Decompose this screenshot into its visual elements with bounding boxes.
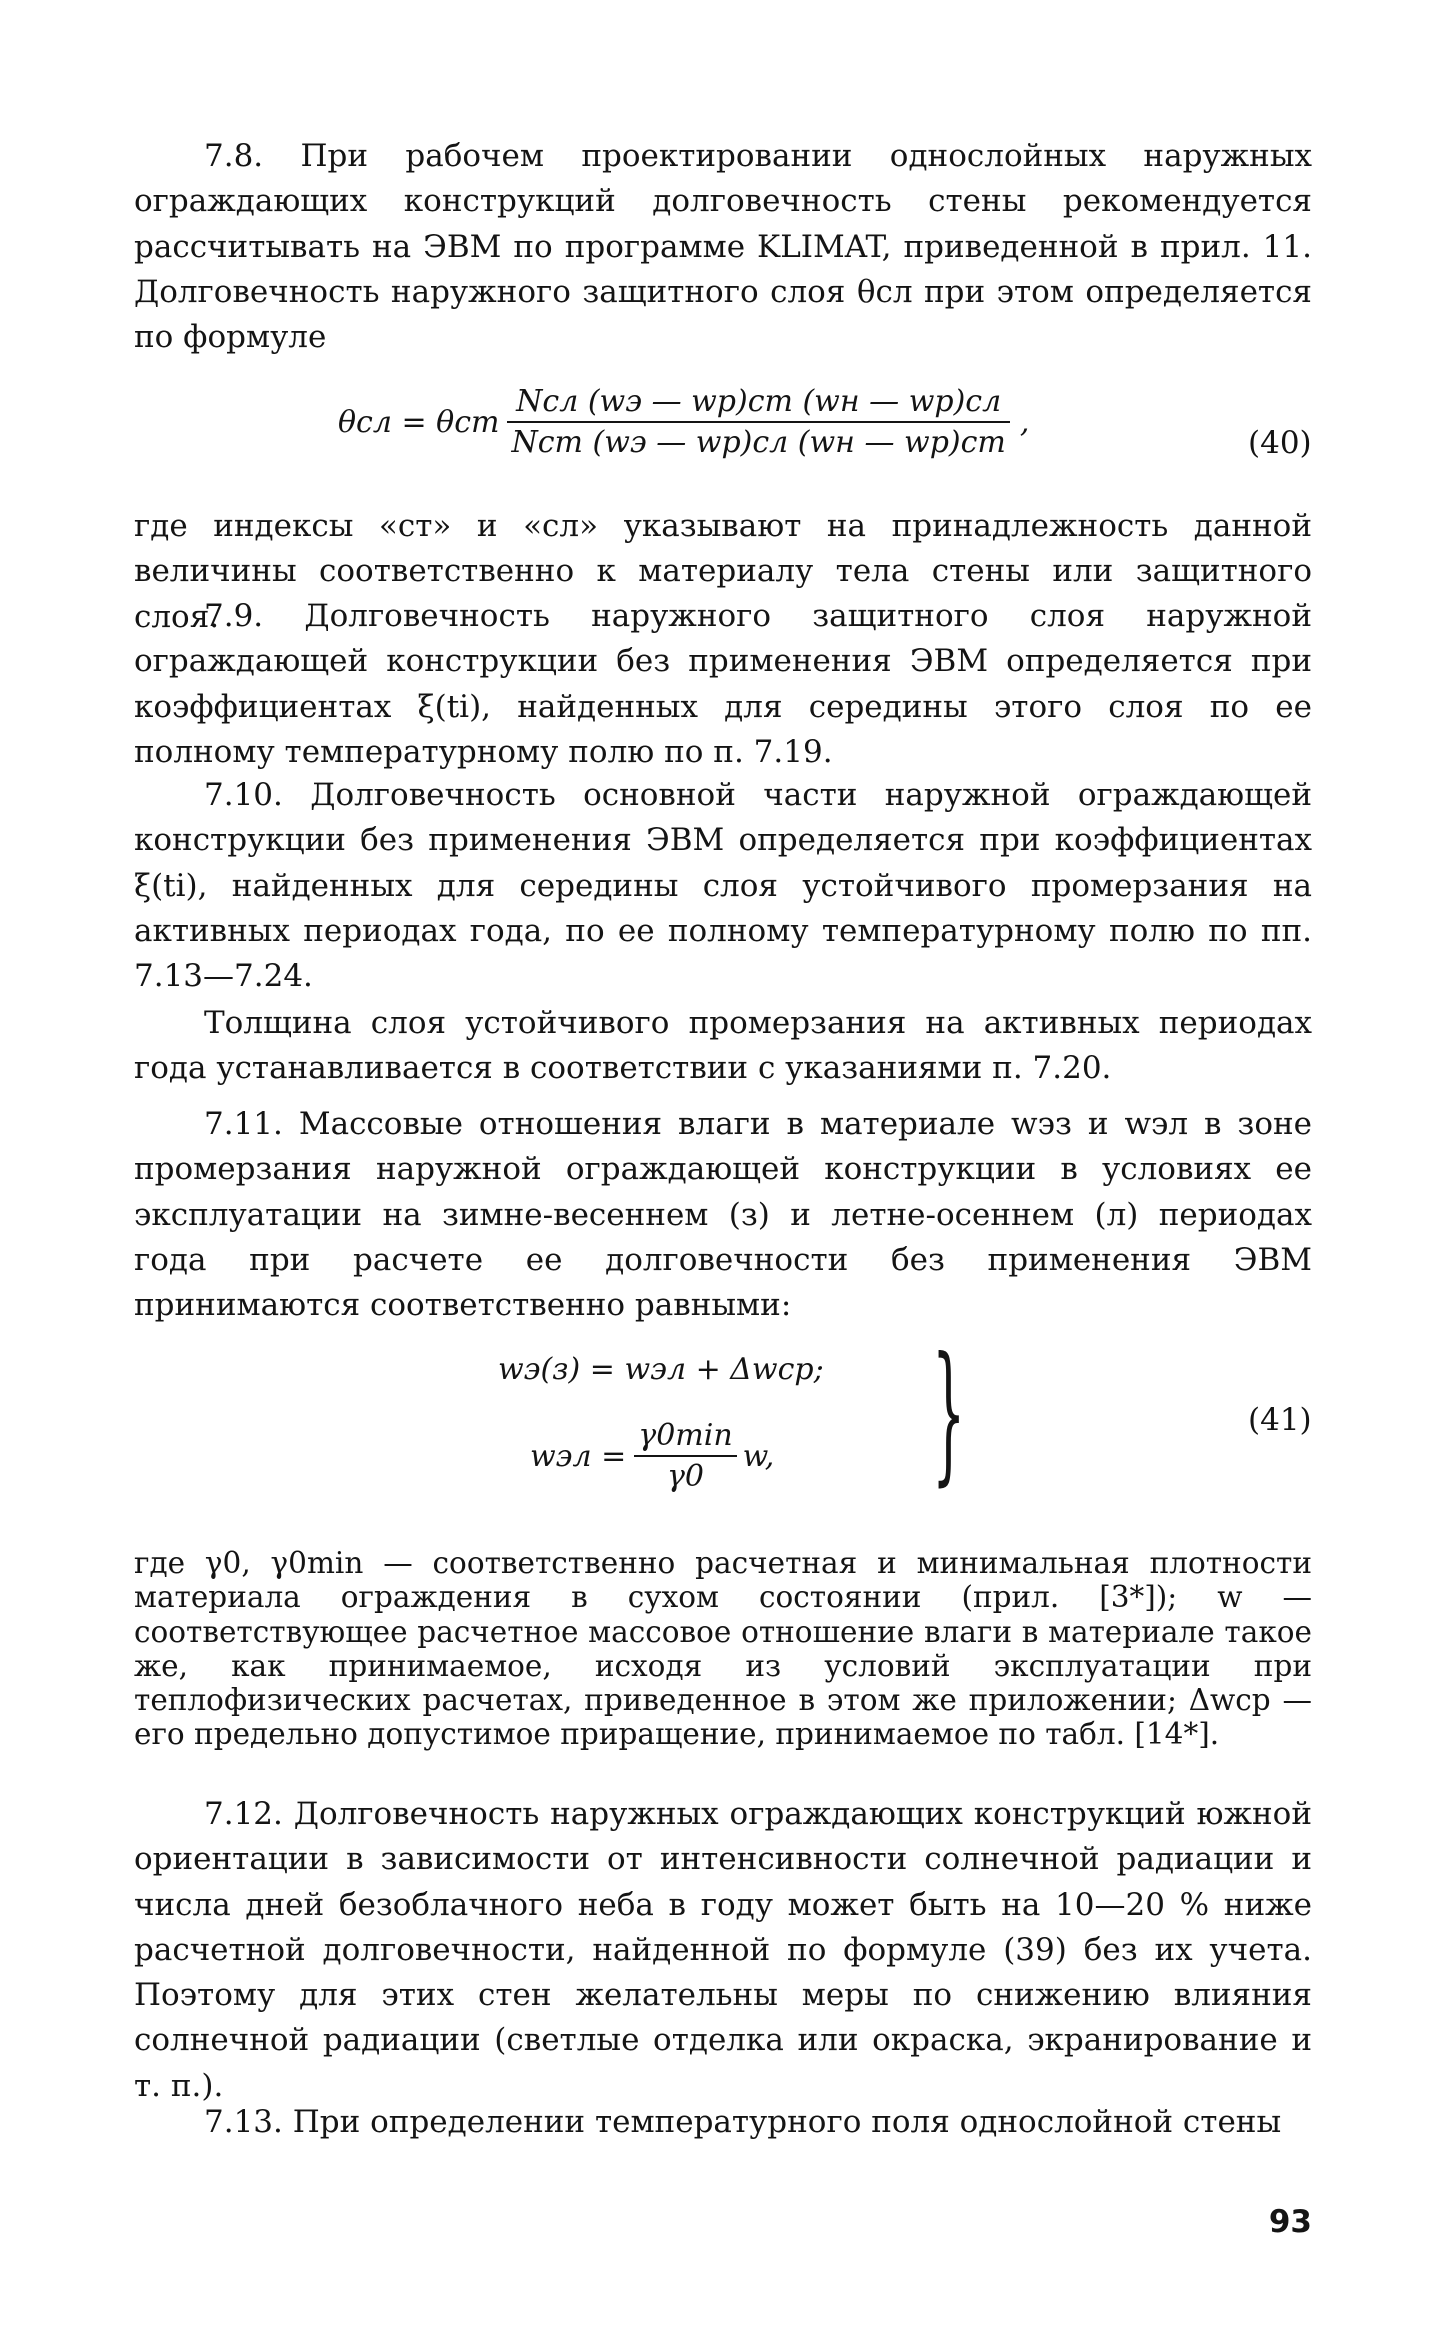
formula-40-numerator: Nсл (wэ — wр)ст (wн — wр)сл [516,384,1002,419]
formula-41-line-2 [530,1418,774,1494]
paragraph-text: где γ0, γ0min — соответственно расчетная и минимальная плотности материала ограждения в сухом состоянии (прил. [3*]); w — соответствующее расчетное массовое отношение влаги в материале такое же, как принимаемое, исходя из условий эксплуатации при теплофизических расчетах, приведенное в этом же приложении; Δwср — его предельно допустимое приращение, принимаемое по табл. [14*]. [134,1546,1312,1752]
paragraph-thickness [134,1001,1312,1092]
formula-40-fraction [507,384,1009,460]
formula-41-trail: w, [742,1438,775,1474]
paragraph-text: 7.12. Долговечность наружных ограждающих конструкций южной ориентации в зависимости от интенсивности солнечной радиации и числа дней безоблачного неба в году может быть на 10—20 % ниже расчетной долговечности, найденной по формуле (39) без их учета. Поэтому для этих стен желательны меры по снижению влияния солнечной радиации (светлые отделка или окраска, экранирование и т. п.). [134,1796,1312,2104]
right-brace: } [932,1326,966,1500]
paragraph-7-13 [134,2100,1312,2145]
formula-40-number: (40) [1248,425,1312,461]
page-number: 93 [1268,2204,1312,2240]
paragraph-7-11 [134,1102,1312,1328]
formula-41-fraction [634,1418,736,1494]
formula-40-lhs: θсл = θст [338,404,500,440]
paragraph-text: 7.13. При определении температурного поля однослойной стены [204,2104,1282,2140]
formula-41-number: (41) [1248,1402,1312,1438]
paragraph-where-gamma [134,1546,1312,1752]
paragraph-text: 7.10. Долговечность основной части наружной ограждающей конструкции без применения ЭВМ определяется при коэффициентах ξ(ti), найденных для середины слоя устойчивого промерзания на активных периодах года, по ее полному температурному полю по пп. 7.13—7.24. [134,777,1312,995]
formula-40 [338,384,1029,460]
formula-41-line-2-lhs: wэл = [530,1438,627,1474]
paragraph-7-8 [134,134,1312,360]
formula-41-line-1: wэ(з) = wэл + Δwср; [498,1352,824,1387]
paragraph-text: где индексы «ст» и «сл» указывают на принадлежность данной величины соответственно к материалу тела стены или защитного слоя. [134,508,1312,635]
formula-41-denominator: γ0 [634,1455,736,1494]
paragraph-text: Толщина слоя устойчивого промерзания на активных периодах года устанавливается в соответствии с указаниями п. 7.20. [134,1005,1312,1087]
formula-41-numerator: γ0min [638,1418,733,1453]
formula-40-denominator: Nст (wэ — wр)сл (wн — wр)ст [507,421,1009,460]
paragraph-7-12 [134,1792,1312,2109]
formula-40-comma: , [1019,404,1030,440]
paragraph-7-10 [134,773,1312,999]
paragraph-text: 7.11. Массовые отношения влаги в материале wэз и wэл в зоне промерзания наружной ограждающей конструкции в условиях ее эксплуатации на зимне-весеннем (з) и летне-осеннем (л) периодах года при расчете ее долговечности без применения ЭВМ принимаются соответственно равными: [134,1106,1312,1324]
paragraph-text: 7.9. Долговечность наружного защитного слоя наружной ограждающей конструкции без применения ЭВМ определяется при коэффициентах ξ(ti), найденных для середины этого слоя по ее полному температурному полю по п. 7.19. [134,598,1312,770]
paragraph-text: 7.8. При рабочем проектировании однослойных наружных ограждающих конструкций долговечность стены рекомендуется рассчитывать на ЭВМ по программе KLIMAT, приведенной в прил. 11. Долговечность наружного защитного слоя θсл при этом определяется по формуле [134,138,1312,356]
paragraph-7-9 [134,594,1312,775]
